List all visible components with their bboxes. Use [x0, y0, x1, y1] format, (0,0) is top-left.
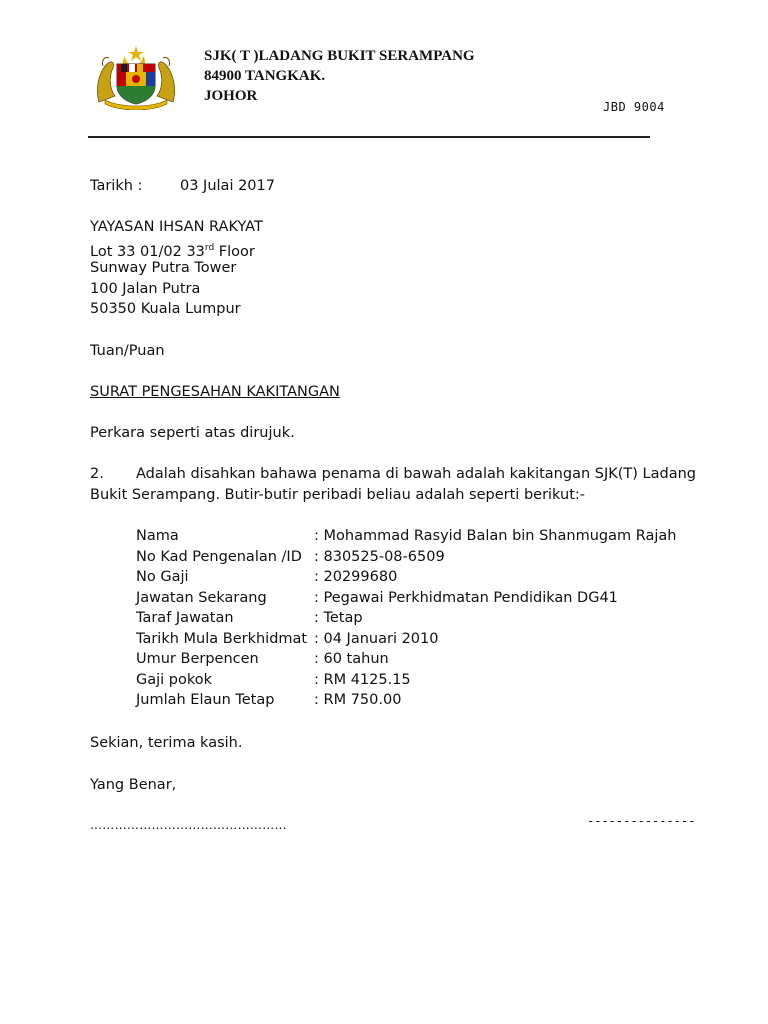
detail-label: Nama: [136, 528, 179, 544]
paragraph-number: 2.: [90, 466, 104, 482]
sign-off: Yang Benar,: [90, 777, 177, 793]
paragraph-line1: Adalah disahkan bahawa penama di bawah adalah kakitangan SJK(T) Ladang: [136, 466, 696, 482]
detail-label: Umur Berpencen: [136, 651, 259, 667]
detail-value: : 60 tahun: [314, 651, 389, 667]
letter-subject: SURAT PENGESAHAN KAKITANGAN: [90, 384, 340, 400]
header-divider: [88, 136, 650, 138]
detail-label: Gaji pokok: [136, 671, 213, 688]
detail-label: Jawatan Sekarang: [136, 589, 267, 606]
detail-value: : RM 750.00: [314, 692, 402, 708]
recipient-line1-sup: rd: [204, 242, 215, 253]
detail-label: No Gaji: [136, 569, 189, 585]
paragraph-line2: Bukit Serampang. Butir-butir peribadi beliau adalah seperti berikut:-: [90, 486, 585, 503]
detail-value: : Pegawai Perkhidmatan Pendidikan DG41: [314, 589, 618, 606]
malaysia-coat-of-arms-icon: [93, 44, 179, 110]
detail-value: : Mohammad Rasyid Balan bin Shanmugam Rajah: [314, 528, 677, 544]
detail-value: : 20299680: [314, 569, 398, 585]
recipient-line1: [90, 238, 263, 259]
salutation: Tuan/Puan: [90, 343, 165, 359]
recipient-line4: 50350 Kuala Lumpur: [90, 301, 241, 317]
school-state: JOHOR: [204, 88, 258, 104]
recipient-line3: 100 Jalan Putra: [90, 280, 201, 297]
school-name: SJK( T )LADANG BUKIT SERAMPANG: [204, 48, 475, 64]
date-label: Tarikh :: [90, 178, 143, 194]
date-value: 03 Julai 2017: [180, 178, 275, 194]
detail-label: Taraf Jawatan: [136, 610, 234, 626]
detail-label: No Kad Pengenalan /ID: [136, 548, 302, 565]
recipient-address: [90, 217, 263, 320]
school-letterhead: [204, 46, 475, 106]
recipient-name: YAYASAN IHSAN RAKYAT: [90, 219, 263, 235]
detail-value: : Tetap: [314, 610, 363, 626]
signature-line: …………………………………………: [90, 818, 287, 832]
school-postcode-town: 84900 TANGKAK.: [204, 68, 326, 84]
signature-dashes: ---------------: [587, 814, 696, 828]
detail-value: : 04 Januari 2010: [314, 630, 439, 647]
recipient-line1-end: Floor: [214, 243, 255, 260]
closing-text: Sekian, terima kasih.: [90, 735, 243, 751]
reference-code: JBD 9004: [603, 100, 665, 114]
recipient-line1-main: Lot 33 01/02 33: [90, 243, 205, 260]
detail-value: : RM 4125.15: [314, 671, 411, 688]
detail-value: : 830525-08-6509: [314, 548, 445, 565]
detail-label: Tarikh Mula Berkhidmat: [136, 630, 308, 647]
recipient-line2: Sunway Putra Tower: [90, 260, 237, 276]
reference-line: Perkara seperti atas dirujuk.: [90, 425, 295, 441]
detail-label: Jumlah Elaun Tetap: [136, 692, 275, 708]
